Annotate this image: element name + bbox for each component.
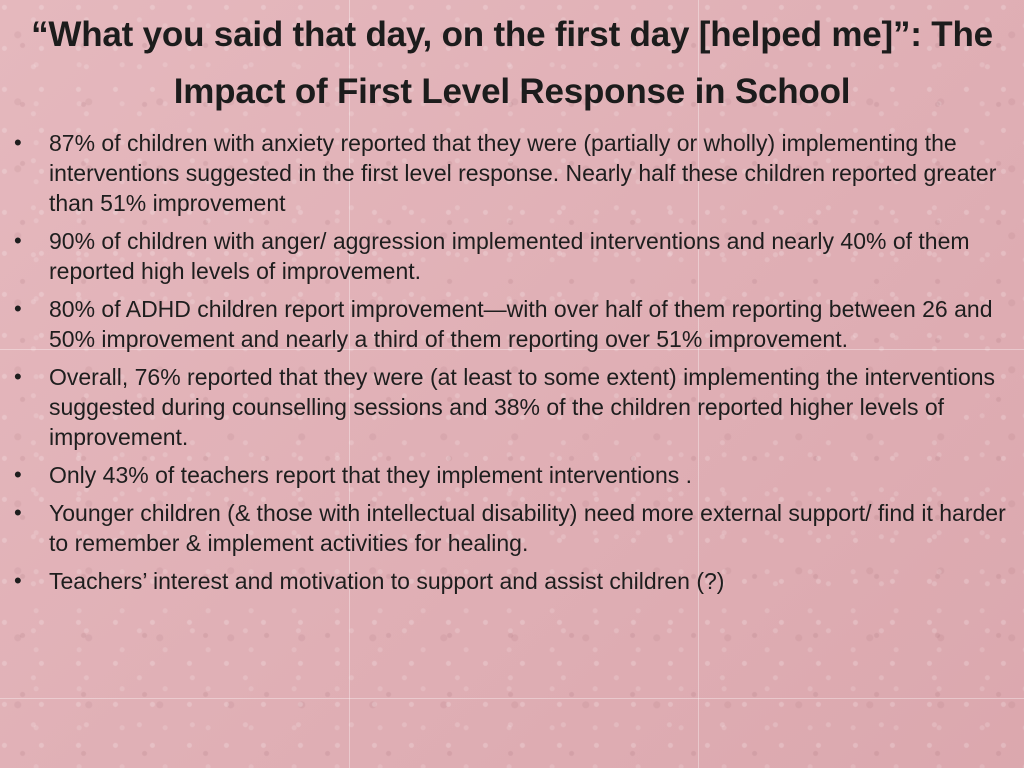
bullet-text: 90% of children with anger/ aggression implemented interventions and nearly 40% of them reported high levels of improvement. — [49, 228, 970, 284]
bullet-item — [14, 566, 1010, 596]
bullet-icon: • — [14, 130, 22, 155]
bullet-text: Teachers’ interest and motivation to support and assist children (?) — [49, 568, 725, 594]
bullet-text: Only 43% of teachers report that they implement interventions . — [49, 462, 693, 488]
bullet-icon: • — [14, 296, 22, 321]
bullet-item — [14, 460, 1010, 490]
bullet-item — [14, 362, 1010, 452]
bullet-icon: • — [14, 462, 22, 487]
bullet-icon: • — [14, 364, 22, 389]
bullet-item — [14, 226, 1010, 286]
bullet-list — [14, 128, 1010, 596]
bullet-item — [14, 498, 1010, 558]
bullet-item — [14, 128, 1010, 218]
slide-title: “What you said that day, on the first day [helped me]”: The Impact of First Level Response in School — [31, 15, 993, 111]
bullet-text: Overall, 76% reported that they were (at least to some extent) implementing the interventions suggested during counselling sessions and 38% of the children reported higher levels of improvement. — [49, 364, 996, 450]
bullet-text: Younger children (& those with intellectual disability) need more external support/ find it harder to remember & implement activities for healing. — [49, 500, 1006, 556]
bullet-icon: • — [14, 500, 22, 525]
bullet-text: 80% of ADHD children report improvement—with over half of them reporting between 26 and 50% improvement and nearly a third of them reporting over 51% improvement. — [49, 296, 993, 352]
bullet-icon: • — [14, 228, 22, 253]
bullet-item — [14, 294, 1010, 354]
bullet-text: 87% of children with anxiety reported that they were (partially or wholly) implementing the interventions suggested in the first level response. Nearly half these children reported greater than 51% improvement — [49, 130, 997, 216]
bullet-icon: • — [14, 568, 22, 593]
